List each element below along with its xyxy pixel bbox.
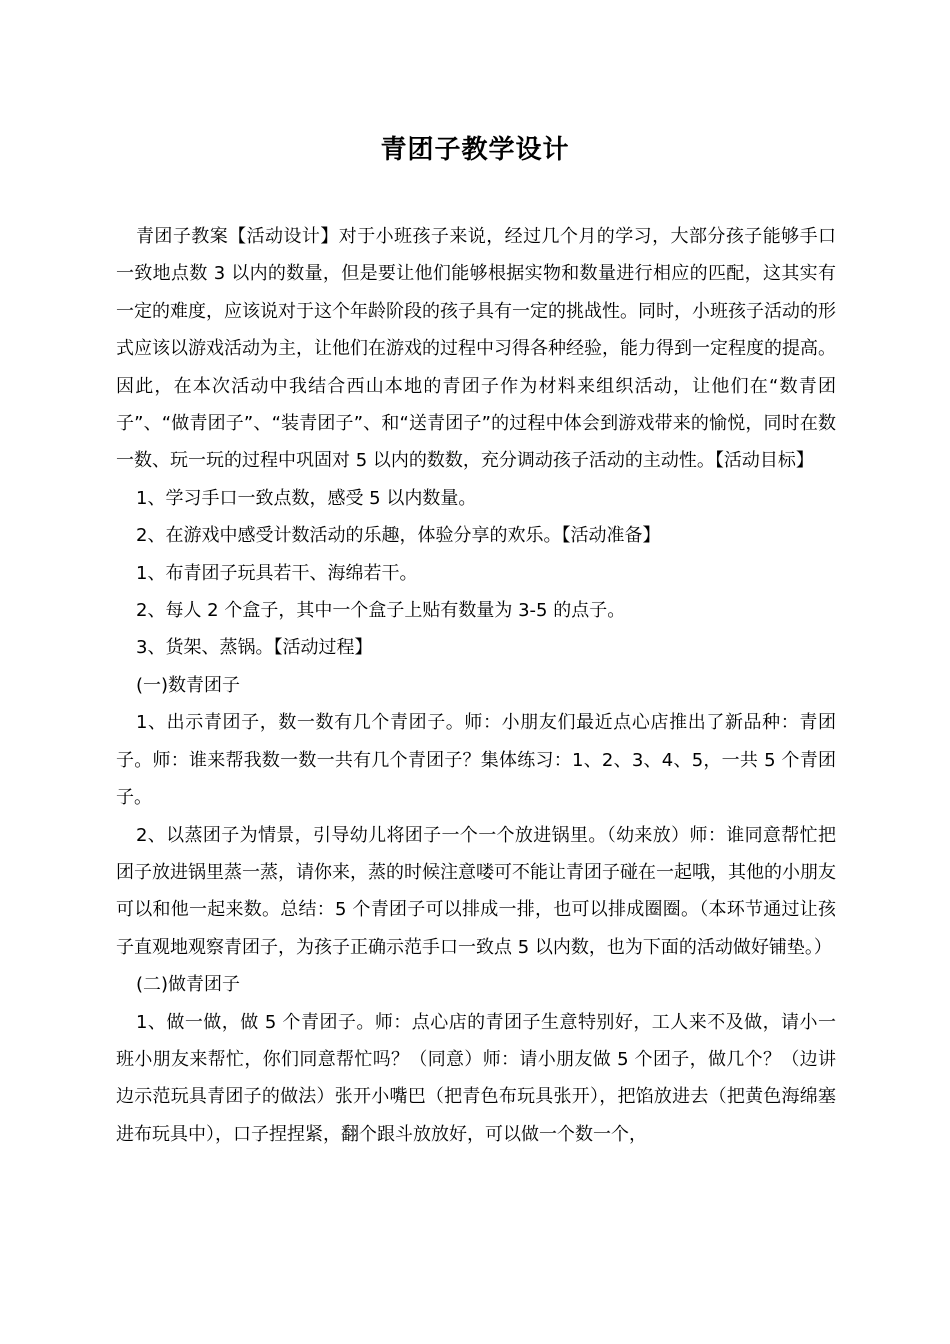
paragraph-goal-1: 1、学习手口一致点数，感受 5 以内数量。 (136, 487, 477, 509)
section-heading-1: (一)数青团子 (136, 674, 241, 696)
paragraph-intro: 青团子教案【活动设计】对于小班孩子来说，经过几个月的学习，大部分孩子能够手口一致地点数 3 以内的数量，但是要让他们能够根据实物和数量进行相应的匹配，这其实有一定的难度，应该说对于这个年龄阶段的孩子具有一定的挑战性。同时，小班孩子活动的形式应该以游戏活动为主，让他们在游戏的过程中习得各种经验，能力得到一定程度的提高。因此，在本次活动中我结合西山本地的青团子作为材料来组织活动，让他们在“数青团子”、“做青团子”、“装青团子”、和“送青团子”的过程中体会到游戏带来的愉悦，同时在数一数、玩一玩的过程中巩固对 5 以内的数数，充分调动孩子活动的主动性。【活动目标】 (116, 226, 836, 472)
document-title: 青团子教学设计 (380, 135, 570, 165)
paragraph-section1-step2: 2、以蒸团子为情景，引导幼儿将团子一个一个放进锅里。（幼来放）师：谁同意帮忙把团子放进锅里蒸一蒸，请你来，蒸的时候注意喽可不能让青团子碰在一起哦，其他的小朋友可以和他一起来数。总结：5 个青团子可以排成一排，也可以排成圈圈。（本环节通过让孩子直观地观察青团子，为孩子正确示范手口一致点 5 以内数，也为下面的活动做好铺垫。） (116, 824, 836, 958)
paragraph-goal-2: 2、在游戏中感受计数活动的乐趣，体验分享的欢乐。【活动准备】 (136, 525, 661, 547)
document-body (116, 218, 836, 1153)
paragraph-prep-3: 3、货架、蒸锅。【活动过程】 (136, 637, 373, 659)
section-heading-2: (二)做青团子 (136, 974, 241, 996)
paragraph-section2-step1: 1、做一做，做 5 个青团子。师：点心店的青团子生意特别好，工人来不及做，请小一班小朋友来帮忙，你们同意帮忙吗？（同意）师：请小朋友做 5 个团子，做几个？（边讲边示范玩具青团子的做法）张开小嘴巴（把青色布玩具张开），把馅放进去（把黄色海绵塞进布玩具中），口子捏捏紧，翻个跟斗放放好，可以做一个数一个， (116, 1011, 836, 1145)
paragraph-section1-step1: 1、出示青团子，数一数有几个青团子。师：小朋友们最近点心店推出了新品种：青团子。师：谁来帮我数一数一共有几个青团子？集体练习：1、2、3、4、5，一共 5 个青团子。 (116, 712, 836, 809)
paragraph-prep-2: 2、每人 2 个盒子，其中一个盒子上贴有数量为 3-5 的点子。 (136, 600, 626, 622)
paragraph-prep-1: 1、布青团子玩具若干、海绵若干。 (136, 562, 418, 584)
